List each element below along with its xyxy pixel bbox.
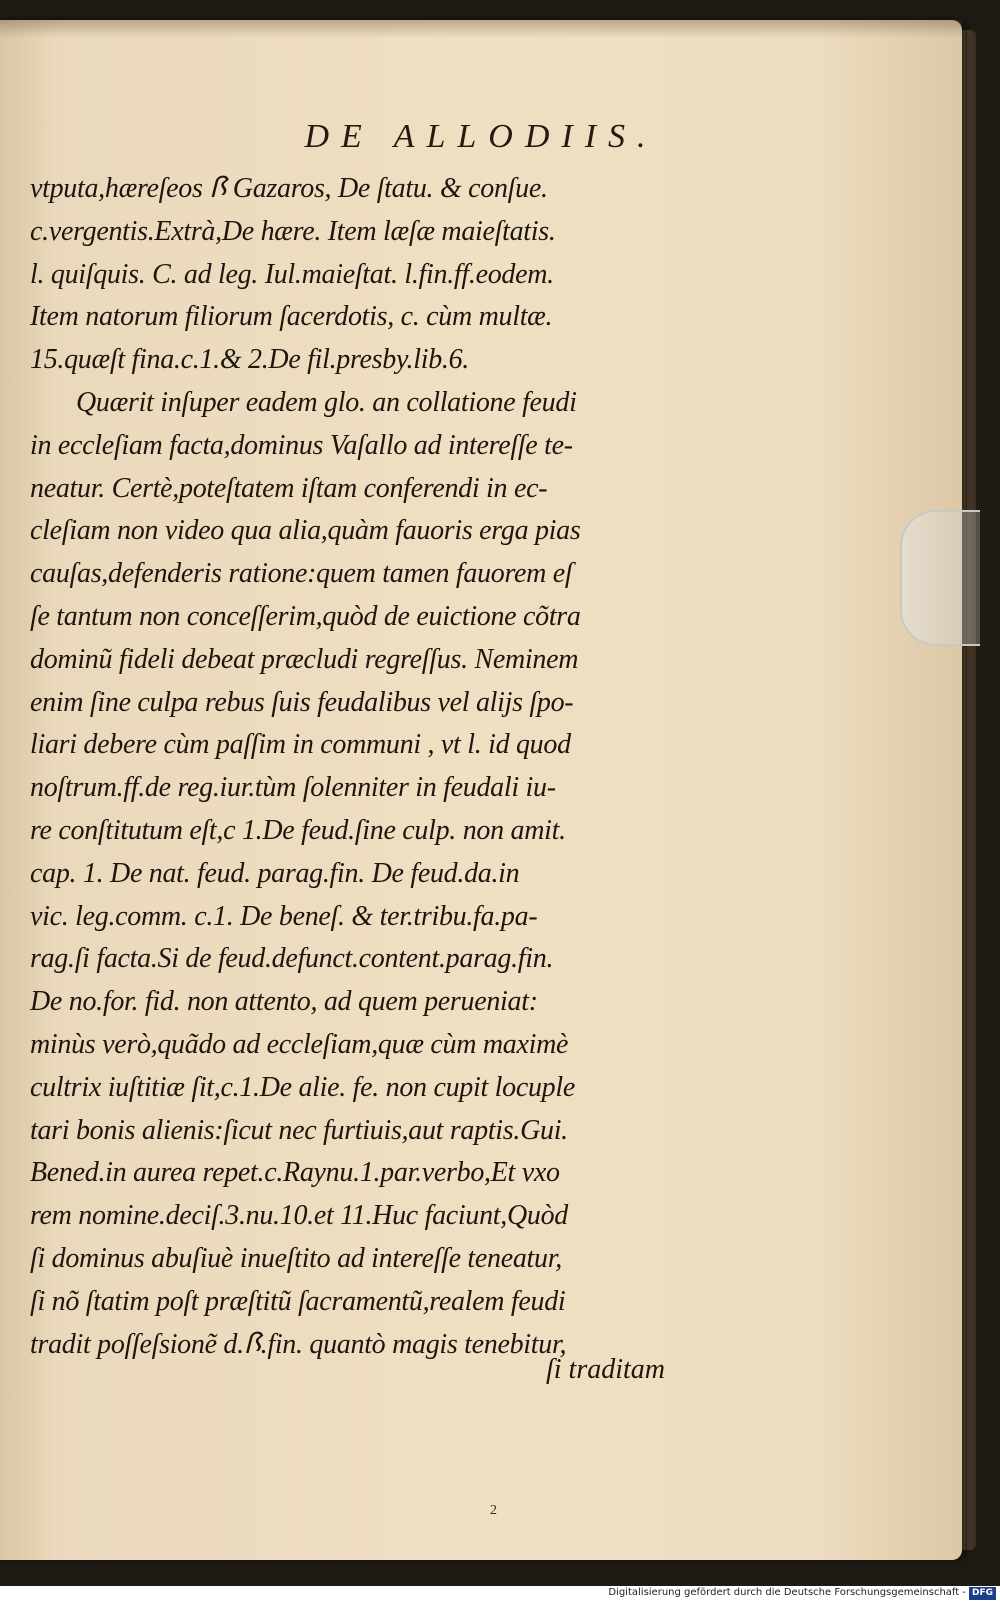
running-head: DE ALLODIIS. xyxy=(304,118,658,155)
text-line: ſi dominus abuſiuè inueſtito ad intereſſe teneatur, xyxy=(30,1242,562,1274)
text-line: cauſas,defenderis ratione:quem tamen fauorem eſ xyxy=(30,558,573,590)
page-mark: 2 xyxy=(490,1503,497,1518)
text-line: neatur. Certè,poteſtatem iſtam conferendi in ec- xyxy=(30,472,548,504)
text-line: Quærit inſuper eadem glo. an collatione feudi xyxy=(76,386,577,418)
footer-credit: Digitalisierung gefördert durch die Deutsche Forschungsgemeinschaft - xyxy=(608,1587,966,1598)
page-clip-icon xyxy=(900,510,980,646)
text-line: dominũ fideli debeat præcludi regreſſus. Neminem xyxy=(30,643,579,675)
text-line: ſi nõ ſtatim poſt præſtitũ ſacramentũ,realem feudi xyxy=(30,1285,566,1317)
text-line: ſe tantum non conceſſerim,quòd de euictione cõtra xyxy=(30,600,581,632)
text-line: liari debere cùm paſſim in communi , vt l. id quod xyxy=(30,729,571,761)
text-line: De no.for. fid. non attento, ad quem perueniat: xyxy=(30,986,538,1018)
text-line: c.vergentis.Extrà,De hære. Item læſæ maieſtatis. xyxy=(30,215,556,247)
text-line: cultrix iuſtitiæ ſit,c.1.De alie. fe. non cupit locuple xyxy=(30,1071,575,1103)
text-line: vtputa,hæreſeos ꟗ Gazaros, De ſtatu. & conſue. xyxy=(30,173,548,204)
text-line: minùs verò,quãdo ad eccleſiam,quæ cùm maximè xyxy=(30,1028,569,1060)
text-line: rem nomine.deciſ.3.nu.10.et 11.Huc faciunt,Quòd xyxy=(30,1200,569,1232)
catchword: ſi traditam xyxy=(546,1354,666,1385)
text-line: tradit poſſeſsionẽ d.ꟗ.fin. quantò magis tenebitur, xyxy=(30,1328,567,1360)
text-block xyxy=(30,168,710,1366)
text-line: noſtrum.ff.de reg.iur.tùm ſolenniter in feudali iu- xyxy=(30,772,556,804)
text-line: enim ſine culpa rebus ſuis feudalibus vel alijs ſpo- xyxy=(30,686,574,718)
text-line: tari bonis alienis:ſicut nec furtiuis,aut raptis.Gui. xyxy=(30,1114,568,1146)
text-line: cleſiam non video qua alia,quàm fauoris erga pias xyxy=(30,515,581,547)
text-line: 15.quæſt fina.c.1.& 2.De fil.presby.lib.6. xyxy=(30,344,470,376)
text-line: cap. 1. De nat. feud. parag.fin. De feud.da.in xyxy=(30,857,520,889)
text-line: vic. leg.comm. c.1. De beneſ. & ter.tribu.fa.pa- xyxy=(30,900,538,932)
text-line: re conſtitutum eſt,c 1.De feud.ſine culp. non amit. xyxy=(30,814,566,846)
text-line: Bened.in aurea repet.c.Raynu.1.par.verbo,Et vxo xyxy=(30,1157,560,1189)
text-line: rag.ſi facta.Si de feud.defunct.content.parag.fin. xyxy=(30,943,554,975)
dfg-logo: DFG xyxy=(969,1587,996,1600)
text-line: l. quiſquis. C. ad leg. Iul.maieſtat. l.fin.ff.eodem. xyxy=(30,258,554,290)
text-line: in eccleſiam facta,dominus Vaſallo ad intereſſe te- xyxy=(30,429,573,461)
book-page xyxy=(0,20,962,1560)
text-line: Item natorum filiorum ſacerdotis, c. cùm multæ. xyxy=(30,301,553,333)
